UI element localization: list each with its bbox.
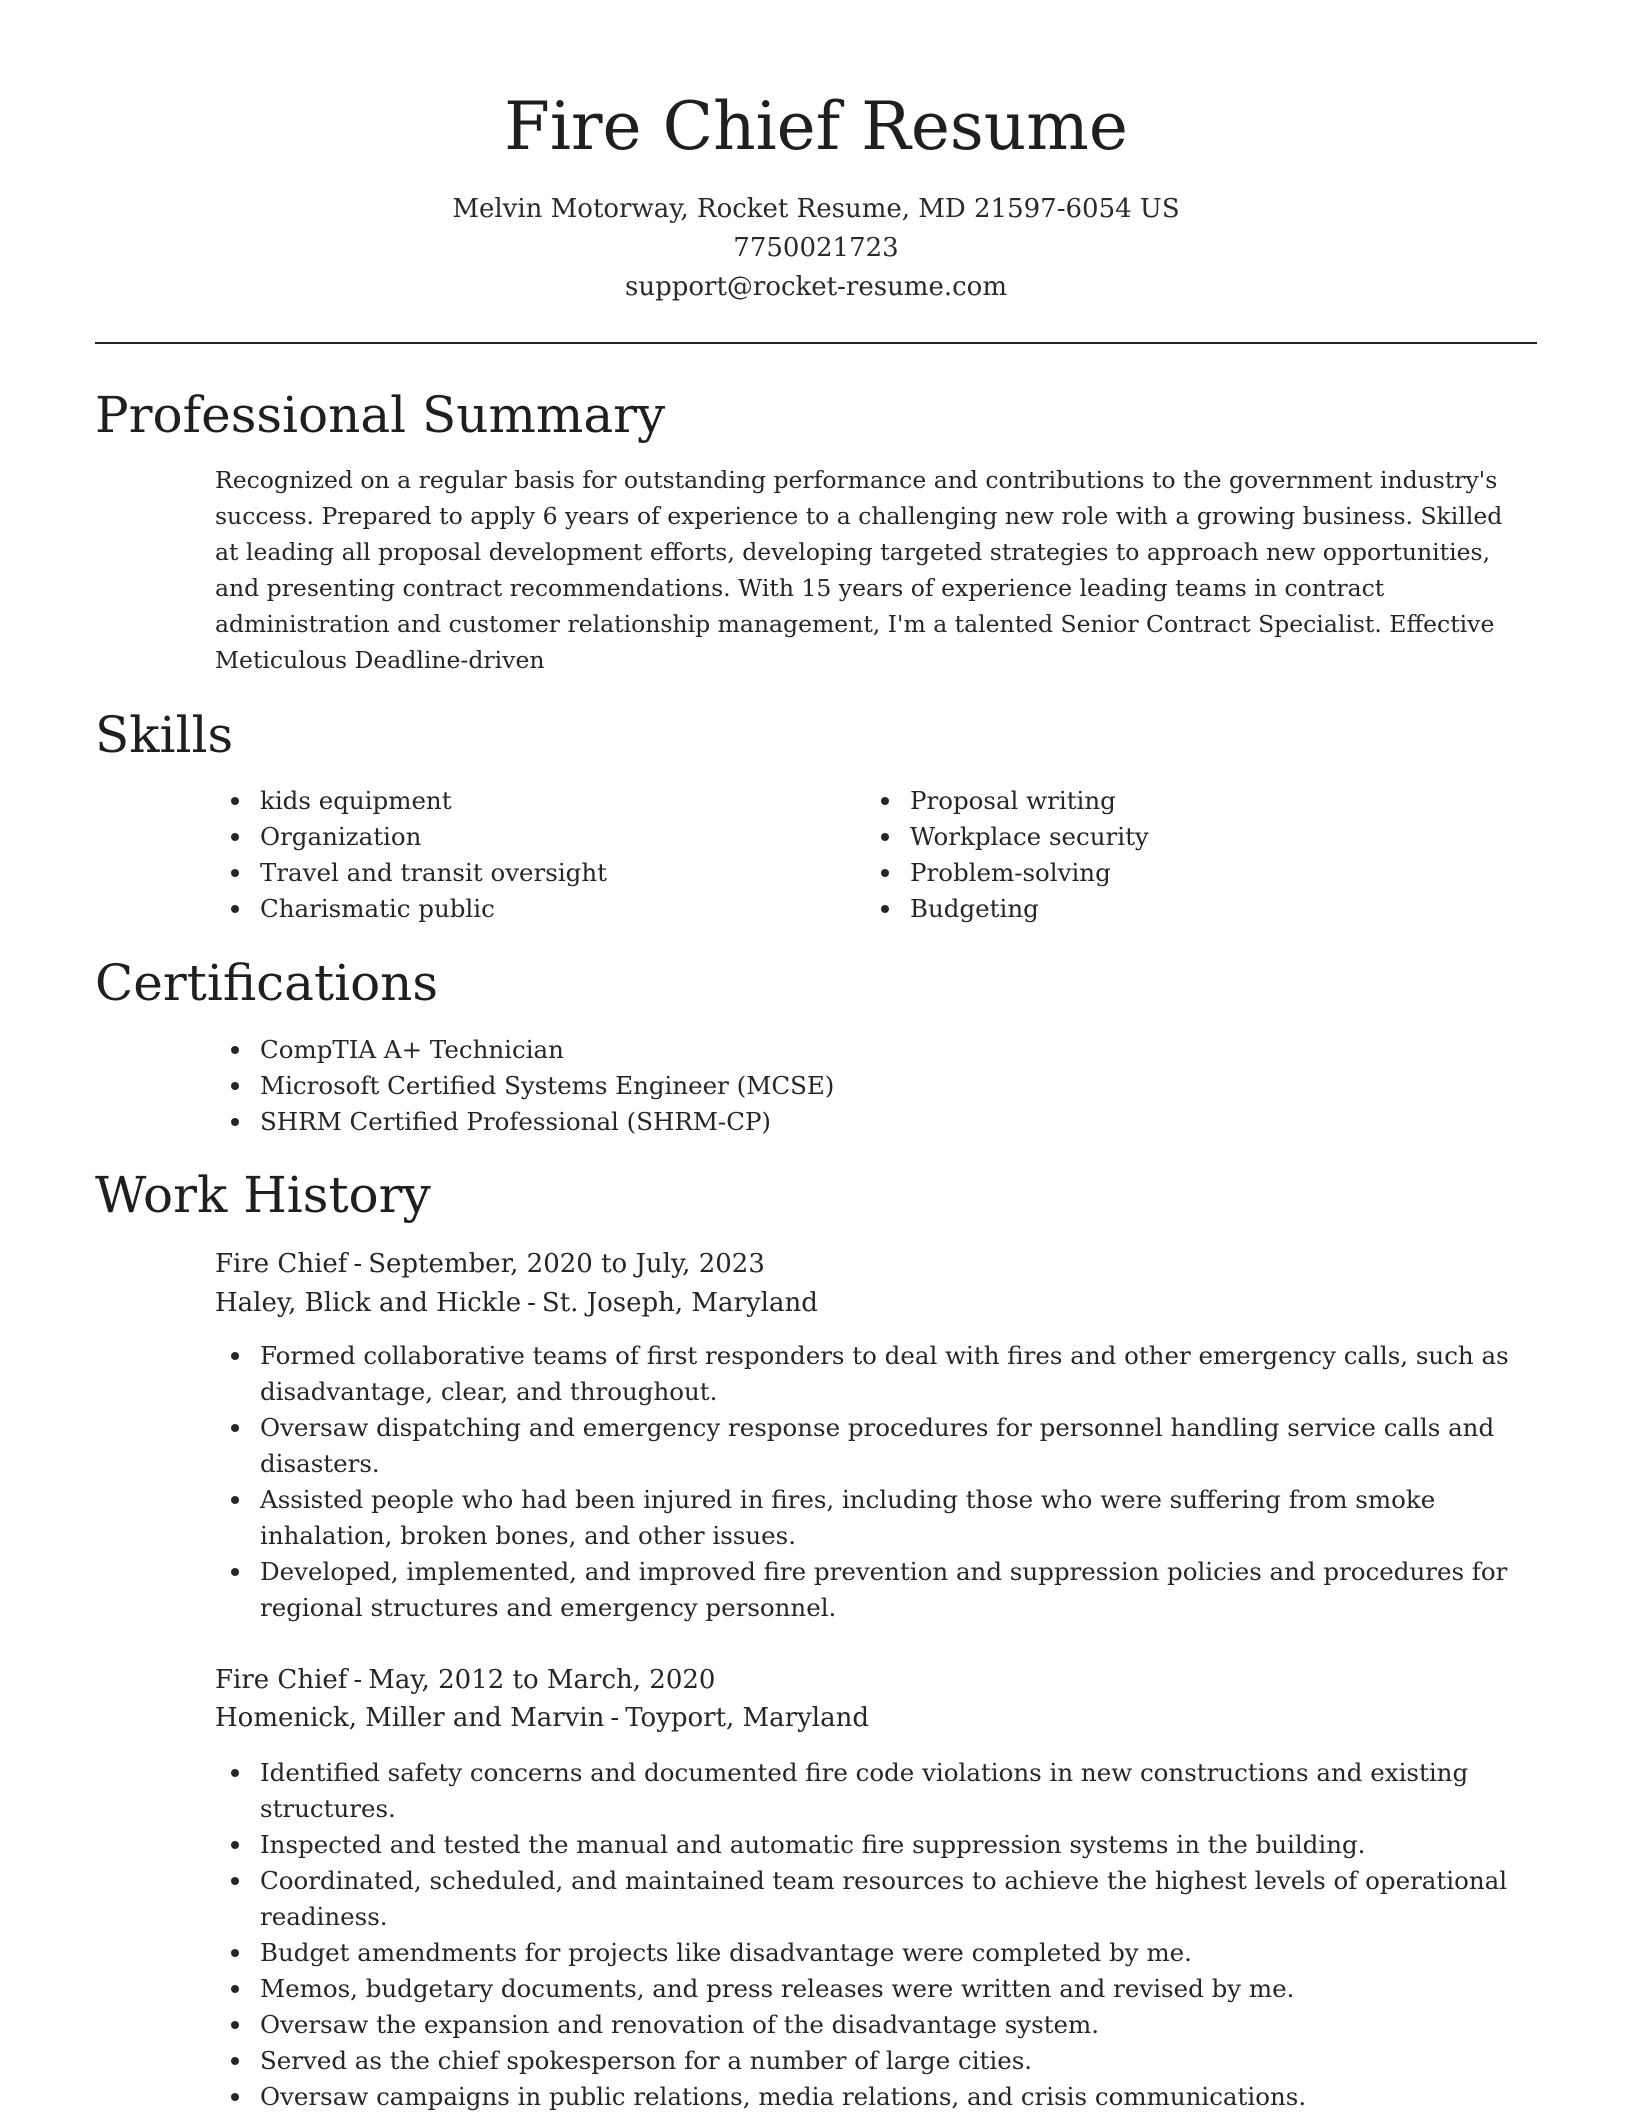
job-duty-item: Inspected and tested the manual and automatic fire suppression systems in the building. <box>215 1827 1535 1863</box>
header-divider <box>95 342 1537 344</box>
job-duty-item: Coordinated, scheduled, and maintained team resources to achieve the highest levels of operational readiness. <box>215 1863 1535 1935</box>
separator: - <box>353 1249 363 1279</box>
certification-item: CompTIA A+ Technician <box>215 1032 834 1068</box>
skill-item: Proposal writing <box>865 783 1149 819</box>
separator: - <box>527 1288 536 1318</box>
job-duties-list <box>215 1755 1535 2112</box>
job-duty-item: Identified safety concerns and documented fire code violations in new constructions and existing structures. <box>215 1755 1535 1827</box>
job-company-line <box>215 1699 869 1738</box>
job-duty-item: Developed, implemented, and improved fire prevention and suppression policies and procedures for regional structures and emergency personnel. <box>215 1554 1535 1626</box>
job-title-line <box>215 1661 715 1700</box>
summary-heading: Professional Summary <box>95 386 666 444</box>
contact-phone: 7750021723 <box>733 233 899 263</box>
skill-item: Organization <box>215 819 607 855</box>
job-dates: September, 2020 to July, 2023 <box>368 1249 765 1279</box>
separator: - <box>353 1665 363 1695</box>
work-history-heading: Work History <box>95 1166 431 1224</box>
job-company: Haley, Blick and Hickle <box>215 1288 522 1318</box>
job-location: Toyport, Maryland <box>625 1703 870 1733</box>
contact-address: Melvin Motorway, Rocket Resume, MD 21597-6054 US <box>452 194 1180 224</box>
certification-item: SHRM Certified Professional (SHRM-CP) <box>215 1104 834 1140</box>
skill-item: Charismatic public <box>215 891 607 927</box>
certification-item: Microsoft Certified Systems Engineer (MCSE) <box>215 1068 834 1104</box>
skills-list-right <box>865 783 1149 927</box>
resume-title: Fire Chief Resume <box>504 88 1128 165</box>
job-location: St. Joseph, Maryland <box>541 1288 818 1318</box>
summary-text: Recognized on a regular basis for outstanding performance and contributions to the government industry's success. Prepared to apply 6 years of experience to a challenging new role with a growing business. Skilled at leading all proposal development efforts, developing targeted strategies to approach new opportunities, and presenting contract recommendations. With 15 years of experience leading teams in contract administration and customer relationship management, I'm a talented Senior Contract Specialist. Effective Meticulous Deadline-driven <box>215 466 1503 674</box>
job-duty-item: Budget amendments for projects like disadvantage were completed by me. <box>215 1935 1535 1971</box>
skills-list-left <box>215 783 607 927</box>
job-duty-item: Formed collaborative teams of first responders to deal with fires and other emergency calls, such as disadvantage, clear, and throughout. <box>215 1338 1535 1410</box>
job-duty-item: Oversaw the expansion and renovation of the disadvantage system. <box>215 2007 1535 2043</box>
job-dates: May, 2012 to March, 2020 <box>368 1665 716 1695</box>
job-duty-item: Assisted people who had been injured in fires, including those who were suffering from smoke inhalation, broken bones, and other issues. <box>215 1482 1535 1554</box>
job-company-line <box>215 1284 818 1323</box>
skill-item: Problem-solving <box>865 855 1149 891</box>
skill-item: Workplace security <box>865 819 1149 855</box>
job-duty-item: Oversaw dispatching and emergency response procedures for personnel handling service calls and disasters. <box>215 1410 1535 1482</box>
separator: - <box>610 1703 620 1733</box>
certifications-list <box>215 1032 834 1140</box>
job-duty-item: Served as the chief spokesperson for a number of large cities. <box>215 2043 1535 2079</box>
resume-header <box>95 82 1537 307</box>
skill-item: Travel and transit oversight <box>215 855 607 891</box>
job-duties-list <box>215 1338 1535 1626</box>
certifications-heading: Certifications <box>95 954 439 1012</box>
job-duty-item: Memos, budgetary documents, and press releases were written and revised by me. <box>215 1971 1535 2007</box>
job-company: Homenick, Miller and Marvin <box>215 1703 605 1733</box>
skill-item: kids equipment <box>215 783 607 819</box>
job-title: Fire Chief <box>215 1249 348 1279</box>
skill-item: Budgeting <box>865 891 1149 927</box>
skills-heading: Skills <box>95 706 234 764</box>
job-title-line <box>215 1245 765 1284</box>
contact-email: support@rocket-resume.com <box>624 272 1007 302</box>
job-duty-item: Oversaw campaigns in public relations, media relations, and crisis communications. <box>215 2079 1535 2112</box>
job-title: Fire Chief <box>215 1665 348 1695</box>
